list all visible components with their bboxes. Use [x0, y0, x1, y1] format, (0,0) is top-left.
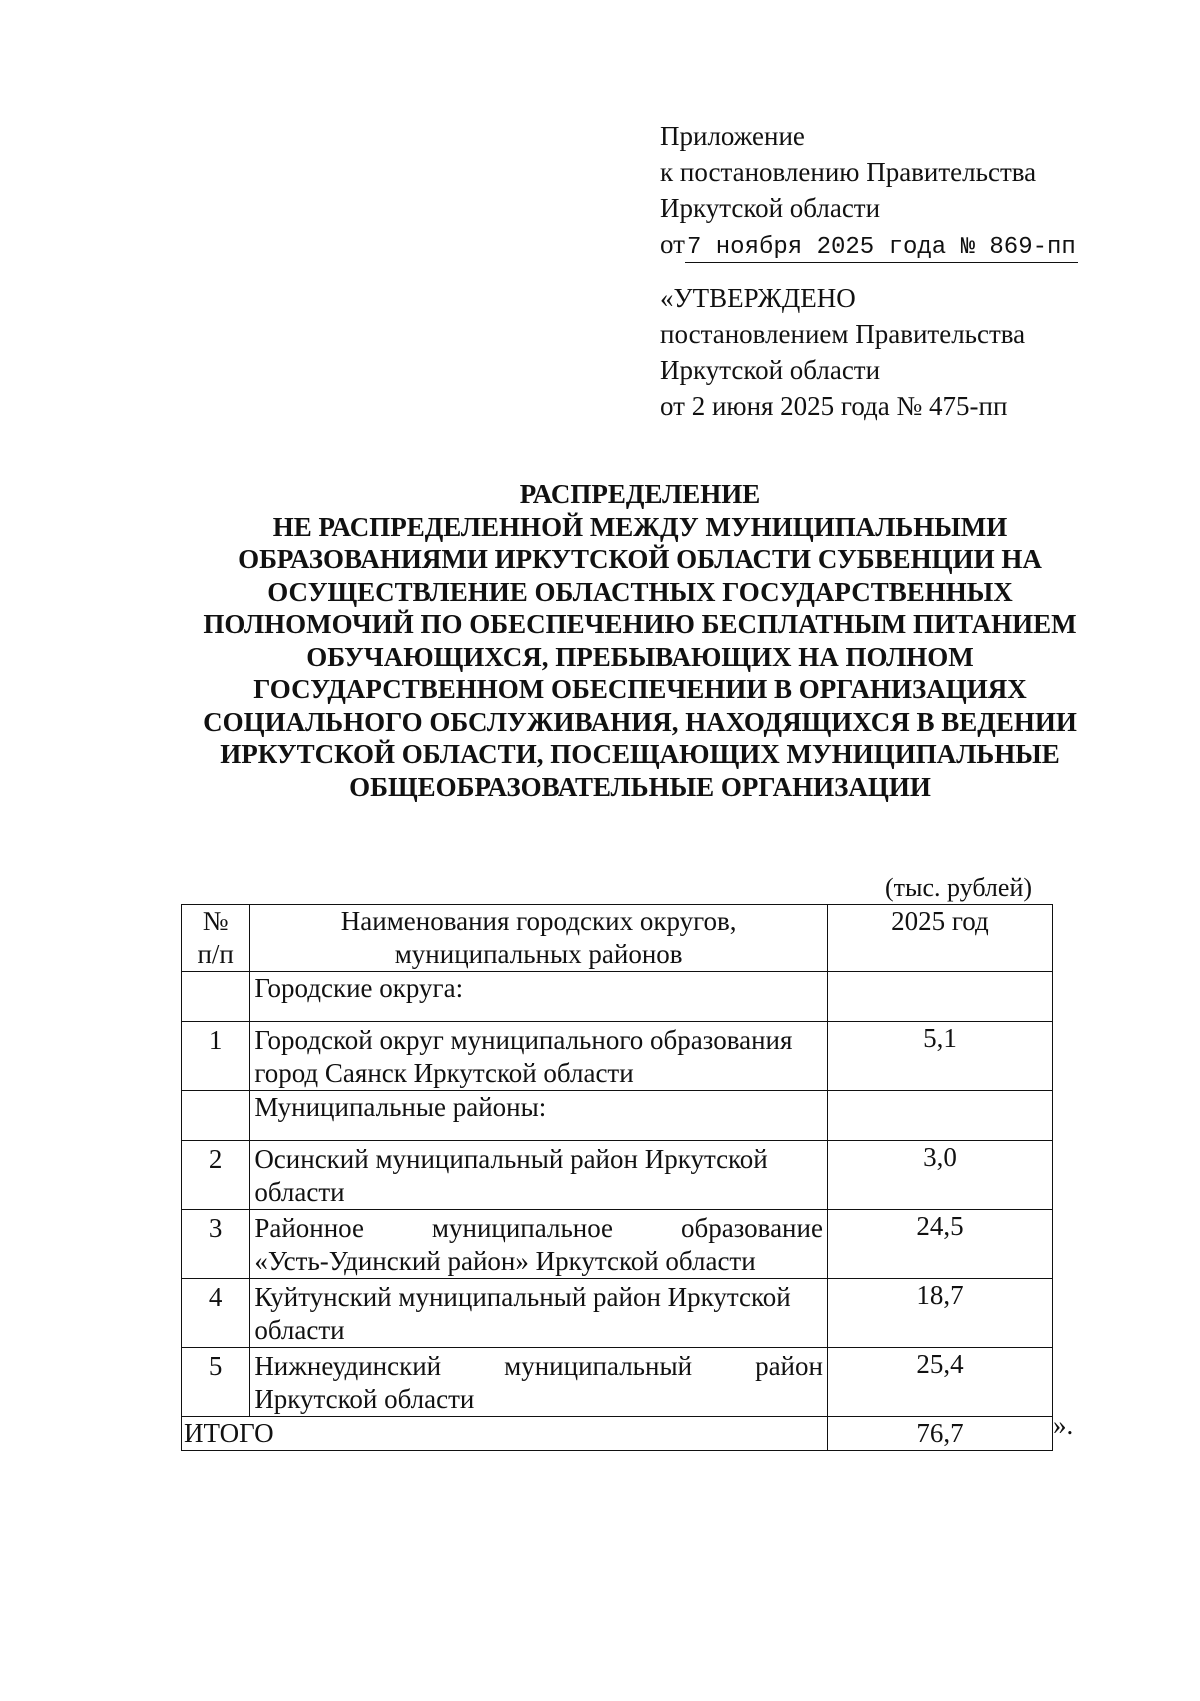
approved-line-2: постановлением Правительства: [660, 319, 1026, 349]
appendix-block: [660, 118, 1078, 263]
total-value: 76,7: [827, 1417, 1052, 1451]
row-value: 3,0: [827, 1141, 1052, 1210]
title-line: РАСПРЕДЕЛЕНИЕ: [519, 479, 761, 509]
appendix-line-1: Приложение: [660, 121, 805, 151]
units-label: (тыс. рублей): [885, 873, 1033, 902]
row-value: 25,4: [827, 1348, 1052, 1417]
approved-block: [660, 280, 1025, 424]
table-row-section-urban: [182, 972, 1053, 1022]
approved-line-1: «УТВЕРЖДЕНО: [660, 283, 856, 313]
header-year: 2025 год: [827, 905, 1052, 972]
title-line: ГОСУДАРСТВЕННОМ ОБЕСПЕЧЕНИИ В ОРГАНИЗАЦИЯХ: [253, 674, 1027, 704]
header-name: Наименования городских округов, муниципальных районов: [250, 905, 828, 972]
document-title: [170, 478, 1110, 803]
row-number: 5: [182, 1348, 250, 1417]
appendix-date-prefix: от: [660, 229, 685, 259]
approved-line-3: Иркутской области: [660, 355, 881, 385]
section-label: Муниципальные районы:: [250, 1091, 828, 1141]
title-line: НЕ РАСПРЕДЕЛЕННОЙ МЕЖДУ МУНИЦИПАЛЬНЫМИ: [272, 511, 1008, 542]
row-number: 1: [182, 1022, 250, 1091]
title-line: ПОЛНОМОЧИЙ ПО ОБЕСПЕЧЕНИЮ БЕСПЛАТНЫМ ПИТАНИЕМ: [203, 609, 1077, 639]
table-row: [182, 1210, 1053, 1279]
appendix-line-3: Иркутской области: [660, 193, 881, 223]
table-row: [182, 1141, 1053, 1210]
table-header-row: [182, 905, 1053, 972]
row-name: Куйтунский муниципальный район Иркутской области: [250, 1279, 828, 1348]
row-number: 2: [182, 1141, 250, 1210]
title-line: ОБЩЕОБРАЗОВАТЕЛЬНЫЕ ОРГАНИЗАЦИИ: [349, 771, 931, 802]
title-line: СОЦИАЛЬНОГО ОБСЛУЖИВАНИЯ, НАХОДЯЩИХСЯ В ВЕДЕНИИ: [203, 706, 1077, 737]
row-value: 5,1: [827, 1022, 1052, 1091]
table-total-row: [182, 1417, 1053, 1451]
distribution-table: [181, 904, 1053, 1451]
table-row: [182, 1022, 1053, 1091]
approved-line-4: от 2 июня 2025 года № 475-пп: [660, 391, 1008, 421]
row-name: Осинский муниципальный район Иркутской области: [250, 1141, 828, 1210]
header-number: № п/п: [182, 905, 250, 972]
row-value: 24,5: [827, 1210, 1052, 1279]
row-value: 18,7: [827, 1279, 1052, 1348]
table-row: [182, 1348, 1053, 1417]
title-line: ОБУЧАЮЩИХСЯ, ПРЕБЫВАЮЩИХ НА ПОЛНОМ: [306, 641, 974, 672]
title-line: ОСУЩЕСТВЛЕНИЕ ОБЛАСТНЫХ ГОСУДАРСТВЕННЫХ: [267, 576, 1013, 607]
title-line: ИРКУТСКОЙ ОБЛАСТИ, ПОСЕЩАЮЩИХ МУНИЦИПАЛЬНЫЕ: [220, 739, 1060, 769]
appendix-date-typed: 7 ноября 2025 года № 869-пп: [686, 234, 1076, 261]
appendix-line-2: к постановлению Правительства: [660, 157, 1037, 187]
table-row: [182, 1279, 1053, 1348]
total-label: ИТОГО: [182, 1417, 828, 1451]
row-name: Городской округ муниципального образования город Саянск Иркутской области: [250, 1022, 828, 1091]
row-name: Районное муниципальное образование «Усть-Удинский район» Иркутской области: [250, 1210, 828, 1279]
title-line: ОБРАЗОВАНИЯМИ ИРКУТСКОЙ ОБЛАСТИ СУБВЕНЦИИ НА: [238, 544, 1042, 574]
row-number: 4: [182, 1279, 250, 1348]
appendix-date-line: [660, 226, 1078, 263]
table-row-section-districts: [182, 1091, 1053, 1141]
section-label: Городские округа:: [250, 972, 828, 1022]
row-number: 3: [182, 1210, 250, 1279]
closing-quote: ».: [1053, 1410, 1074, 1440]
row-name: Нижнеудинский муниципальный район Иркутской области: [250, 1348, 828, 1417]
